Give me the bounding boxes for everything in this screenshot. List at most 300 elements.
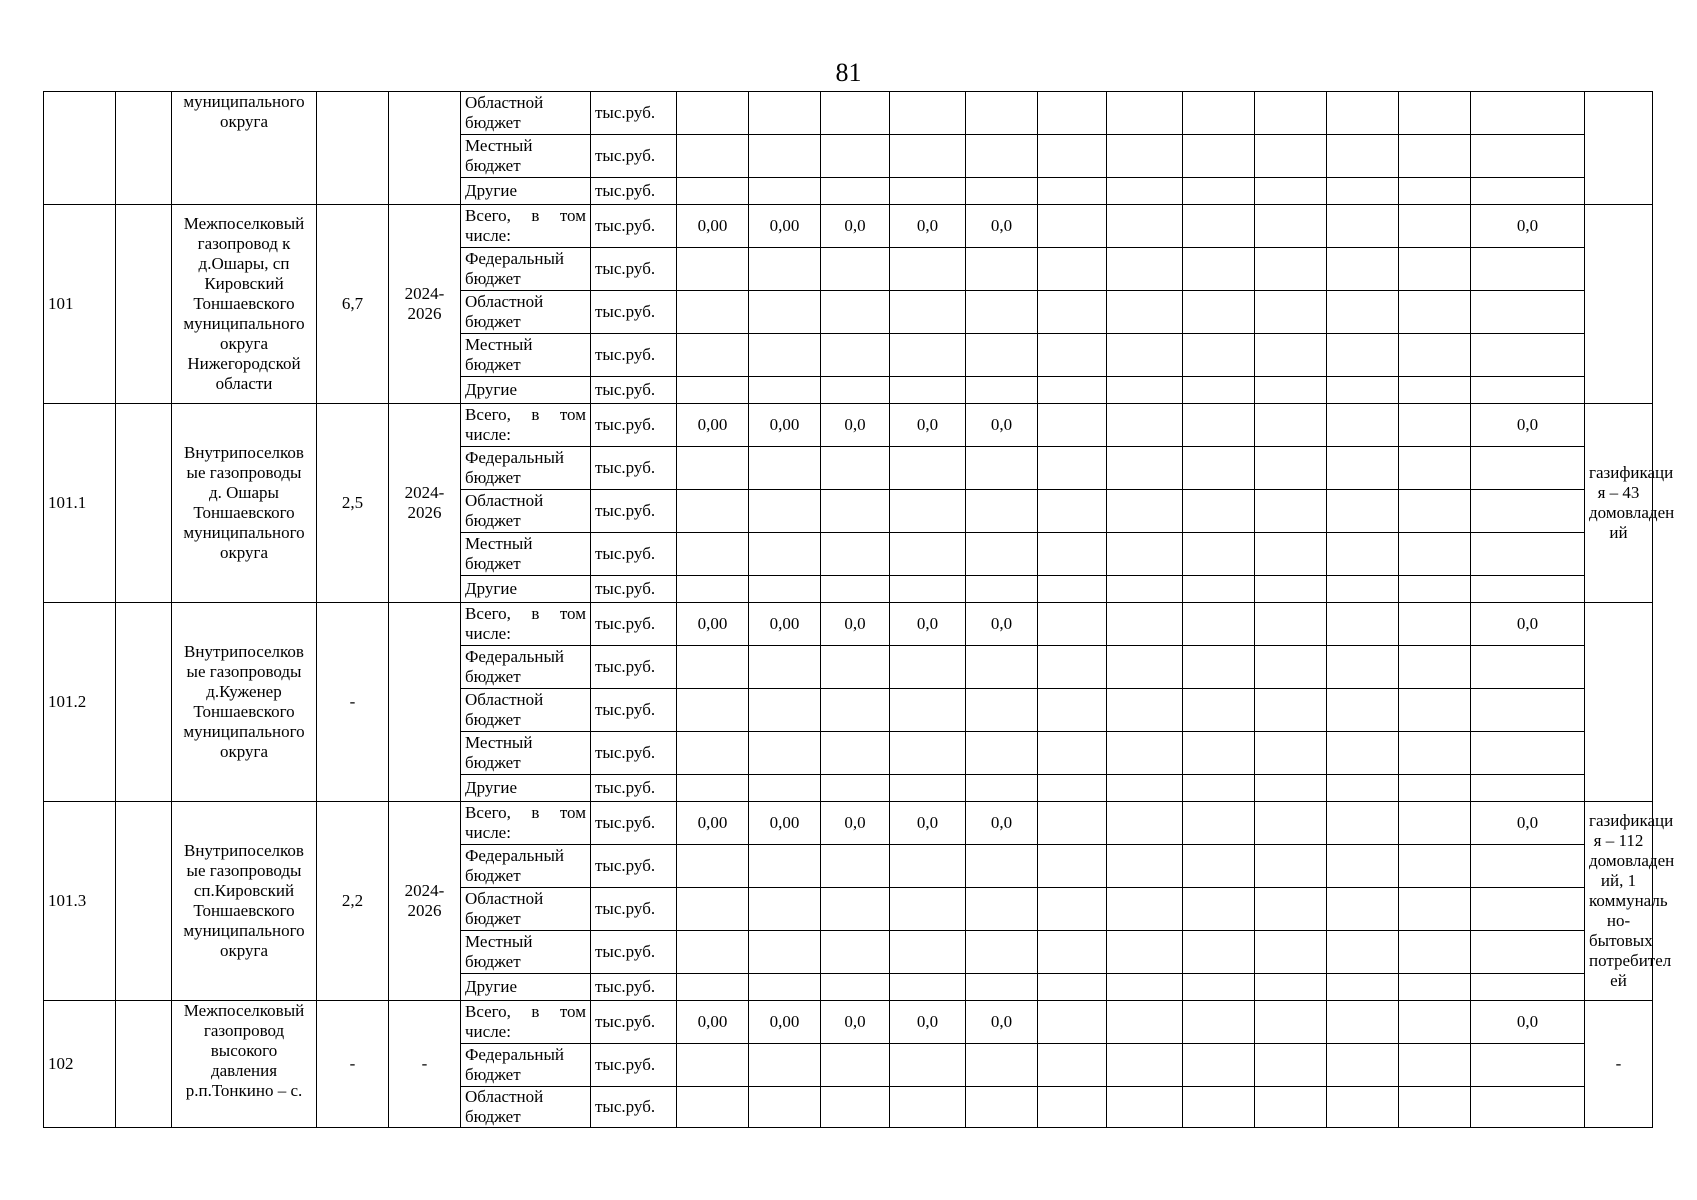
text-line: Тоншаевского (193, 702, 295, 721)
value-cell (1255, 490, 1327, 533)
value-cell (890, 845, 966, 888)
value-cell (1183, 533, 1255, 576)
value-cell (890, 974, 966, 1001)
unit-cell: тыс.руб. (591, 447, 677, 490)
text-line: Местный (465, 335, 533, 354)
value-cell (1107, 490, 1183, 533)
value-cell (749, 974, 821, 1001)
value-cell (1471, 931, 1585, 974)
value-cell (890, 377, 966, 404)
value-cell (1255, 845, 1327, 888)
unit-cell: тыс.руб. (591, 732, 677, 775)
value-cell (749, 92, 821, 135)
text-line: бюджет (465, 1065, 521, 1084)
text-word: в (531, 604, 540, 623)
unit-cell: тыс.руб. (591, 334, 677, 377)
text-line: Местный (465, 932, 533, 951)
value-cell (1255, 178, 1327, 205)
value-cell (749, 775, 821, 802)
text-line: муниципального (183, 722, 305, 741)
value-cell (821, 775, 890, 802)
value-cell (1038, 888, 1107, 931)
text-line: ей (1610, 971, 1627, 990)
value-cell (1327, 248, 1399, 291)
value-cell: 0,00 (677, 404, 749, 447)
value-cell (1327, 92, 1399, 135)
value-cell (1327, 1044, 1399, 1087)
value-cell (1255, 447, 1327, 490)
text-line (465, 206, 586, 226)
value-cell (890, 931, 966, 974)
value-cell (966, 334, 1038, 377)
value-cell (1038, 646, 1107, 689)
value-cell (1399, 1001, 1471, 1044)
value-cell (890, 775, 966, 802)
value-cell (966, 1087, 1038, 1128)
value-cell (677, 490, 749, 533)
value-cell-total: 0,0 (1471, 603, 1585, 646)
value-cell (1038, 802, 1107, 845)
value-cell (966, 732, 1038, 775)
value-cell (1327, 775, 1399, 802)
unit-cell: тыс.руб. (591, 490, 677, 533)
years-cell (389, 603, 461, 802)
unit-cell: тыс.руб. (591, 931, 677, 974)
value-cell (1255, 646, 1327, 689)
length-cell: 6,7 (317, 205, 389, 404)
value-cell: 0,0 (966, 603, 1038, 646)
length-cell: - (317, 1001, 389, 1128)
unit-cell: тыс.руб. (591, 802, 677, 845)
text-line: бюджет (465, 667, 521, 686)
value-cell: 0,00 (749, 404, 821, 447)
text-line: округа (219, 941, 269, 960)
value-cell (1038, 447, 1107, 490)
value-cell (1471, 533, 1585, 576)
value-cell: 0,00 (677, 1001, 749, 1044)
value-cell (1255, 291, 1327, 334)
value-cell (1399, 291, 1471, 334)
unit-cell: тыс.руб. (591, 775, 677, 802)
value-cell (1471, 135, 1585, 178)
value-cell (1183, 490, 1255, 533)
value-cell (1107, 1087, 1183, 1128)
value-cell (890, 576, 966, 603)
source-cell (461, 931, 591, 974)
value-cell (1327, 1001, 1399, 1044)
value-cell (890, 888, 966, 931)
note-cell (1585, 603, 1653, 802)
value-cell (1399, 248, 1471, 291)
value-cell (890, 646, 966, 689)
text-line: Областной (465, 93, 544, 112)
value-cell (821, 689, 890, 732)
text-line: Областной (465, 491, 544, 510)
source-cell (461, 92, 591, 135)
value-cell (1183, 689, 1255, 732)
value-cell-total: 0,0 (1471, 1001, 1585, 1044)
value-cell (1399, 1044, 1471, 1087)
value-cell (677, 291, 749, 334)
unit-cell: тыс.руб. (591, 646, 677, 689)
unit-cell: тыс.руб. (591, 178, 677, 205)
value-cell (1183, 178, 1255, 205)
value-cell (749, 291, 821, 334)
value-cell (821, 92, 890, 135)
value-cell (966, 646, 1038, 689)
text-line: Тоншаевского (193, 901, 295, 920)
text-line: Местный (465, 136, 533, 155)
value-cell (1183, 888, 1255, 931)
value-cell (749, 1044, 821, 1087)
value-cell (677, 533, 749, 576)
text-line: числе: (465, 823, 511, 842)
value-cell (890, 92, 966, 135)
text-line: Федеральный (465, 846, 564, 865)
value-cell (1327, 291, 1399, 334)
value-cell (749, 732, 821, 775)
value-cell (1107, 1044, 1183, 1087)
text-line: Внутрипоселков (184, 841, 304, 860)
value-cell (1038, 248, 1107, 291)
text-line: д.Ошары, сп (198, 254, 290, 273)
value-cell (1255, 404, 1327, 447)
value-cell (1327, 845, 1399, 888)
text-line: Федеральный (465, 1045, 564, 1064)
value-cell (1471, 845, 1585, 888)
source-cell (461, 135, 591, 178)
empty-cell (116, 205, 172, 404)
value-cell (1255, 1001, 1327, 1044)
value-cell (1107, 576, 1183, 603)
source-cell (461, 533, 591, 576)
value-cell: 0,0 (890, 802, 966, 845)
text-line: округа (219, 742, 269, 761)
value-cell (749, 248, 821, 291)
value-cell (1327, 689, 1399, 732)
value-cell (1327, 802, 1399, 845)
value-cell (1327, 931, 1399, 974)
value-cell (749, 646, 821, 689)
value-cell (749, 845, 821, 888)
value-cell (749, 931, 821, 974)
value-cell (1255, 974, 1327, 1001)
value-cell (1038, 576, 1107, 603)
value-cell (966, 178, 1038, 205)
source-cell (461, 490, 591, 533)
value-cell (1183, 1044, 1255, 1087)
value-cell: 0,0 (821, 802, 890, 845)
value-cell (966, 92, 1038, 135)
value-cell (966, 377, 1038, 404)
value-cell (749, 490, 821, 533)
text-line: газификаци (1589, 811, 1674, 830)
value-cell (821, 490, 890, 533)
value-cell: 0,0 (821, 603, 890, 646)
value-cell (677, 447, 749, 490)
source-cell (461, 646, 591, 689)
value-cell (890, 689, 966, 732)
value-cell (1399, 845, 1471, 888)
text-word: в (531, 206, 540, 225)
value-cell (821, 377, 890, 404)
value-cell: 0,00 (677, 603, 749, 646)
value-cell (1399, 732, 1471, 775)
text-line: 2026 (407, 901, 442, 920)
project-name-cell (172, 205, 317, 404)
text-line: сп.Кировский (193, 881, 295, 900)
text-line: 2024- (404, 483, 445, 502)
text-line: р.п.Тонкино – с. (185, 1081, 303, 1100)
years-cell (389, 92, 461, 205)
value-cell (1038, 1044, 1107, 1087)
text-line: бюджет (465, 1107, 521, 1126)
value-cell (677, 845, 749, 888)
text-line: Межпоселковый (183, 1001, 305, 1020)
value-cell (1107, 1001, 1183, 1044)
text-word: том (559, 1002, 586, 1021)
unit-cell: тыс.руб. (591, 92, 677, 135)
text-line: д. Ошары (209, 483, 279, 502)
value-cell (1183, 1001, 1255, 1044)
text-line: Внутрипоселков (184, 443, 304, 462)
text-line: Тоншаевского (193, 503, 295, 522)
value-cell (1107, 533, 1183, 576)
value-cell (677, 974, 749, 1001)
text-line: я – 112 (1593, 831, 1644, 850)
value-cell (1471, 178, 1585, 205)
row-number-cell: 101.3 (44, 802, 116, 1001)
value-cell (966, 490, 1038, 533)
text-line: округа (219, 543, 269, 562)
value-cell (1183, 775, 1255, 802)
value-cell (1399, 377, 1471, 404)
page-number: 81 (835, 58, 862, 87)
value-cell (821, 931, 890, 974)
value-cell (1255, 248, 1327, 291)
value-cell: 0,0 (890, 1001, 966, 1044)
value-cell (677, 1044, 749, 1087)
text-line: бюджет (465, 156, 521, 175)
value-cell (1183, 92, 1255, 135)
value-cell (890, 1087, 966, 1128)
value-cell (1471, 1044, 1585, 1087)
unit-cell: тыс.руб. (591, 135, 677, 178)
value-cell (1471, 732, 1585, 775)
unit-cell: тыс.руб. (591, 845, 677, 888)
unit-cell: тыс.руб. (591, 533, 677, 576)
unit-cell: тыс.руб. (591, 1087, 677, 1128)
value-cell (821, 447, 890, 490)
value-cell: 0,0 (966, 404, 1038, 447)
value-cell (1107, 404, 1183, 447)
text-line: Областной (465, 889, 544, 908)
source-cell (461, 888, 591, 931)
value-cell: 0,00 (749, 1001, 821, 1044)
value-cell (1327, 603, 1399, 646)
value-cell (1399, 447, 1471, 490)
value-cell (1399, 689, 1471, 732)
unit-cell: тыс.руб. (591, 888, 677, 931)
value-cell: 0,0 (890, 603, 966, 646)
value-cell (1183, 334, 1255, 377)
text-line: 2026 (407, 503, 442, 522)
value-cell (1255, 533, 1327, 576)
unit-cell: тыс.руб. (591, 1044, 677, 1087)
value-cell (1183, 377, 1255, 404)
value-cell (1183, 603, 1255, 646)
text-line: бытовых (1589, 931, 1653, 950)
value-cell (966, 689, 1038, 732)
text-word: в (531, 803, 540, 822)
text-line: 2026 (407, 304, 442, 323)
text-line (465, 803, 586, 823)
value-cell (1255, 576, 1327, 603)
value-cell (890, 135, 966, 178)
text-line: ые газопроводы (186, 662, 302, 681)
text-word: в (531, 1002, 540, 1021)
empty-cell (116, 802, 172, 1001)
value-cell (1183, 974, 1255, 1001)
value-cell (1471, 974, 1585, 1001)
value-cell (749, 1087, 821, 1128)
value-cell (821, 845, 890, 888)
text-word: Всего, (465, 604, 511, 623)
unit-cell: тыс.руб. (591, 205, 677, 248)
value-cell: 0,00 (749, 603, 821, 646)
value-cell (677, 178, 749, 205)
note-cell (1585, 92, 1653, 205)
value-cell (1183, 447, 1255, 490)
value-cell (966, 974, 1038, 1001)
project-name-cell (172, 1001, 317, 1128)
value-cell (1107, 135, 1183, 178)
value-cell (1327, 447, 1399, 490)
text-line: области (215, 374, 273, 393)
note-cell (1585, 802, 1675, 1001)
value-cell (890, 1044, 966, 1087)
value-cell (966, 888, 1038, 931)
value-cell (1107, 248, 1183, 291)
text-line: бюджет (465, 511, 521, 530)
value-cell (1038, 974, 1107, 1001)
source-cell (461, 1044, 591, 1087)
value-cell (1471, 576, 1585, 603)
note-cell (1585, 205, 1653, 404)
value-cell (677, 732, 749, 775)
source-cell (461, 732, 591, 775)
unit-cell: тыс.руб. (591, 1001, 677, 1044)
source-cell (461, 205, 591, 248)
value-cell (1255, 802, 1327, 845)
value-cell (677, 931, 749, 974)
text-line: муниципального (183, 921, 305, 940)
text-line: числе: (465, 1022, 511, 1041)
value-cell (1255, 931, 1327, 974)
value-cell (1107, 845, 1183, 888)
text-line: домовладен (1589, 503, 1675, 522)
text-line: высокого (210, 1041, 278, 1060)
value-cell (1107, 931, 1183, 974)
value-cell (1471, 689, 1585, 732)
value-cell (1255, 334, 1327, 377)
value-cell (821, 291, 890, 334)
text-line: Федеральный (465, 647, 564, 666)
value-cell (677, 646, 749, 689)
text-word: том (559, 206, 586, 225)
project-name-cell (172, 404, 317, 603)
value-cell (966, 291, 1038, 334)
source-cell: Другие (461, 377, 591, 404)
value-cell (1183, 931, 1255, 974)
value-cell-total: 0,0 (1471, 404, 1585, 447)
note-cell: - (1585, 1001, 1653, 1128)
text-line: бюджет (465, 952, 521, 971)
unit-cell: тыс.руб. (591, 689, 677, 732)
value-cell (821, 646, 890, 689)
value-cell (1471, 248, 1585, 291)
value-cell (1399, 334, 1471, 377)
value-cell (1107, 334, 1183, 377)
value-cell (1327, 135, 1399, 178)
value-cell (1038, 1001, 1107, 1044)
text-line: Областной (465, 292, 544, 311)
value-cell (1183, 576, 1255, 603)
text-line: газопровод к (197, 234, 291, 253)
text-line: бюджет (465, 753, 521, 772)
length-cell: 2,2 (317, 802, 389, 1001)
value-cell (749, 888, 821, 931)
text-line: ий (1609, 523, 1628, 542)
value-cell: 0,0 (890, 404, 966, 447)
value-cell (1038, 931, 1107, 974)
value-cell (1107, 205, 1183, 248)
value-cell (1255, 775, 1327, 802)
length-cell: 2,5 (317, 404, 389, 603)
value-cell (1327, 404, 1399, 447)
value-cell (1183, 1087, 1255, 1128)
value-cell: 0,00 (677, 205, 749, 248)
value-cell (890, 291, 966, 334)
years-cell: - (389, 1001, 461, 1128)
text-line: бюджет (465, 312, 521, 331)
value-cell (1327, 377, 1399, 404)
value-cell: 0,0 (966, 205, 1038, 248)
table-body (44, 92, 1675, 1128)
text-word: Всего, (465, 206, 511, 225)
value-cell (1255, 377, 1327, 404)
table-row (44, 404, 1653, 447)
text-line (465, 1002, 586, 1022)
text-line: но- (1606, 911, 1631, 930)
value-cell (1327, 576, 1399, 603)
value-cell: 0,00 (749, 205, 821, 248)
value-cell: 0,0 (821, 205, 890, 248)
value-cell (821, 178, 890, 205)
text-line: Кировский (204, 274, 284, 293)
text-line: бюджет (465, 113, 521, 132)
text-word: в (531, 405, 540, 424)
value-cell (966, 1044, 1038, 1087)
value-cell (1255, 1044, 1327, 1087)
value-cell (677, 377, 749, 404)
table-row (44, 603, 1653, 646)
value-cell (890, 248, 966, 291)
value-cell (1038, 689, 1107, 732)
value-cell (677, 248, 749, 291)
value-cell (1327, 732, 1399, 775)
unit-cell: тыс.руб. (591, 377, 677, 404)
